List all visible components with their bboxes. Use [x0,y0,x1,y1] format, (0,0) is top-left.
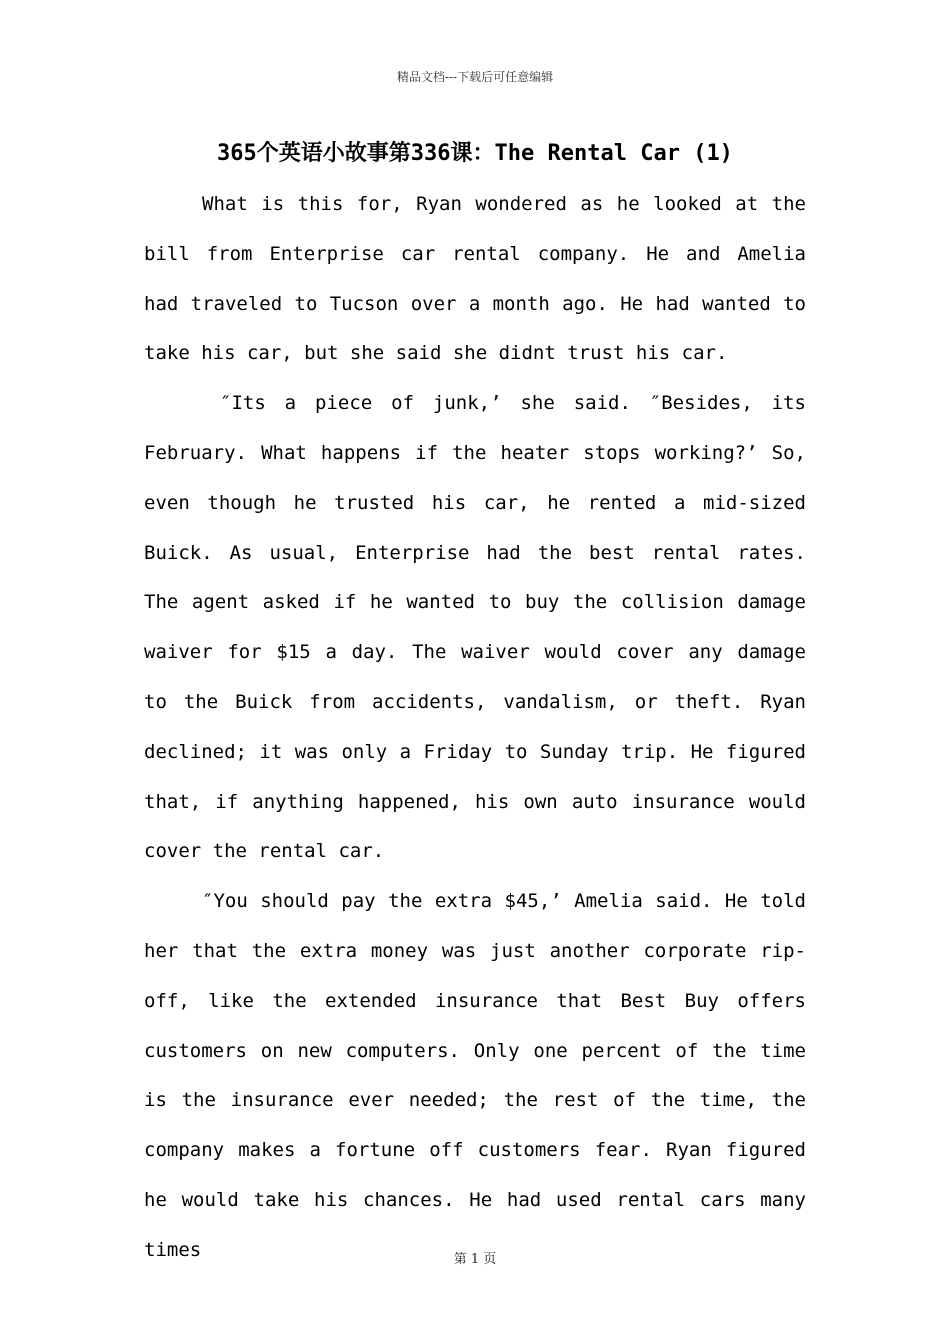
page-header: 精品文档---下载后可任意编辑 [396,70,554,84]
paragraph-2: ″Its a piece of junk,’ she said. ″Besides, its February. What happens if the heater stops working?’ So, even though he trusted his car, he rented a mid-sized Buick. As usual, Enterprise had the best rental rates. The agent asked if he wanted to buy the collision damage waiver for $15 a day. The waiver would cover any damage to the Buick from accidents, vandalism, or theft. Ryan declined; it was only a Friday to Sunday trip. He figured that, if anything happened, his own auto insurance would cover the rental car. [144,392,806,863]
document-title: 365个英语小故事第336课：The Rental Car (1) [217,141,733,166]
paragraph-1: What is this for, Ryan wondered as he looked at the bill from Enterprise car rental company. He and Amelia had traveled to Tucson over a month ago. He had wanted to take his car, but she said she didnt trust his car. [144,193,806,365]
page-footer: 第 1 页 [453,1252,497,1267]
paragraph-3: ″You should pay the extra $45,’ Amelia said. He told her that the extra money was just another corporate rip-off, like the extended insurance that Best Buy offers customers on new computers. Only one percent of the time is the insurance ever needed; the rest of the time, the company makes a fortune off customers fear. Ryan figured he would take his chances. He had used rental cars many times [144,890,806,1261]
document-body [144,180,806,1276]
